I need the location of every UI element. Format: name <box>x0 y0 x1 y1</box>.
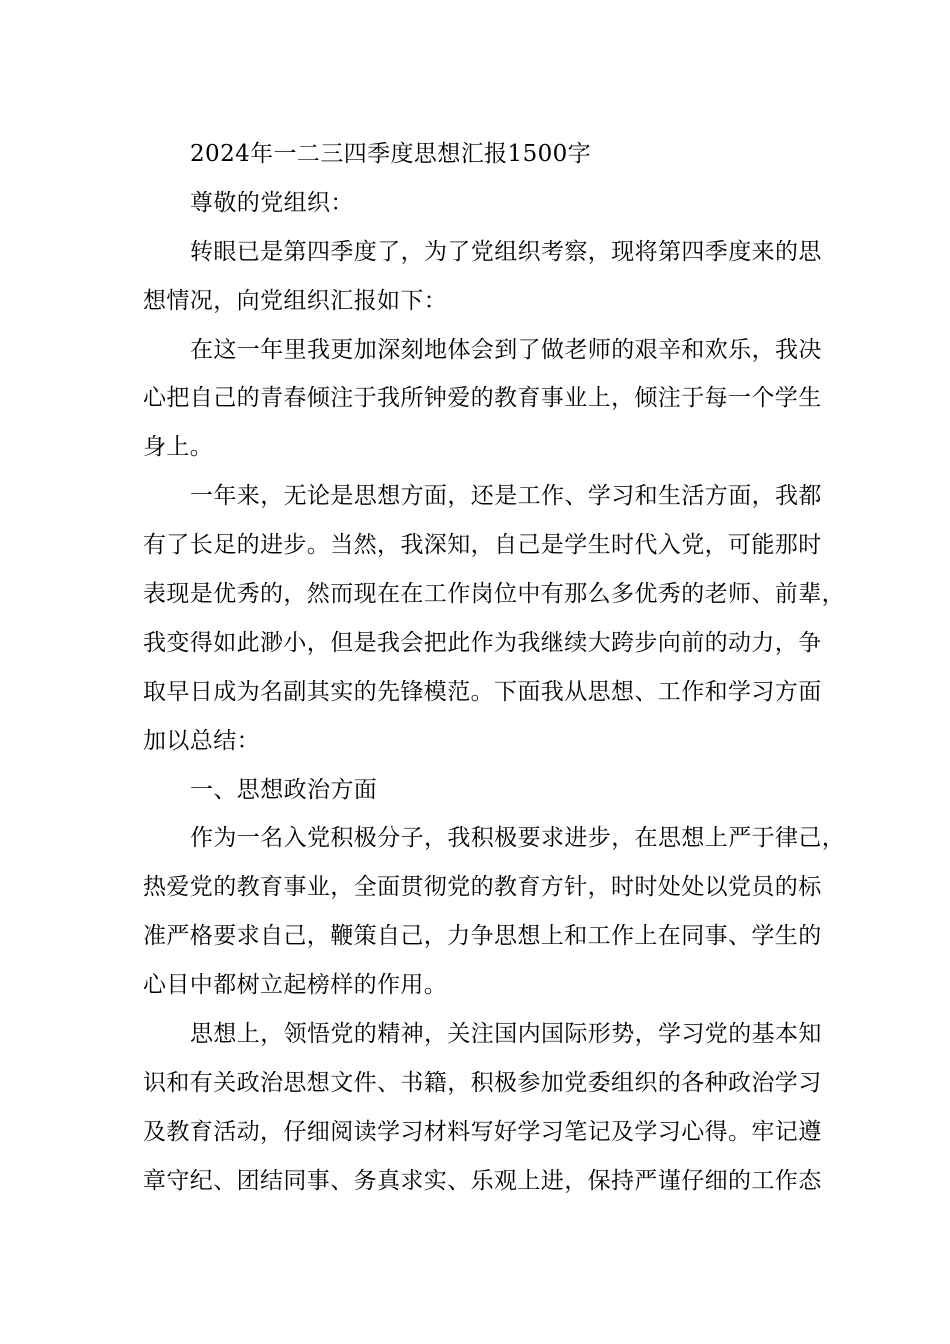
paragraph-2 <box>143 326 822 473</box>
salutation: 尊敬的党组织： <box>190 189 354 216</box>
document-page <box>143 130 846 1206</box>
paragraph-line: 识和有关政治思想文件、书籍，积极参加党委组织的各种政治学习 <box>143 1069 822 1096</box>
paragraph-line: 身上。 <box>143 434 214 461</box>
paragraph-line: 取早日成为名副其实的先锋模范。下面我从思想、工作和学习方面 <box>143 678 822 705</box>
paragraph-line: 我变得如此渺小，但是我会把此作为我继续大跨步向前的动力，争 <box>143 629 822 656</box>
paragraph-4 <box>143 814 846 1010</box>
paragraph-line: 在这一年里我更加深刻地体会到了做老师的艰辛和欢乐，我决 <box>190 336 822 363</box>
paragraph-line: 想情况，向党组织汇报如下： <box>143 287 448 314</box>
paragraph-line: 加以总结： <box>143 727 260 754</box>
paragraph-line: 热爱党的教育事业，全面贯彻党的教育方针，时时处处以党员的标 <box>143 874 822 901</box>
paragraph-line: 心把自己的青春倾注于我所钟爱的教育事业上，倾注于每一个学生 <box>143 385 822 412</box>
document-title: 2024年一二三四季度思想汇报1500字 <box>190 141 592 167</box>
paragraph-line: 准严格要求自己，鞭策自己，力争思想上和工作上在同事、学生的 <box>143 923 822 950</box>
paragraph-line: 转眼已是第四季度了，为了党组织考察，现将第四季度来的思 <box>190 238 822 265</box>
section-heading-text: 一、思想政治方面 <box>190 776 378 803</box>
paragraph-line: 章守纪、团结同事、务真求实、乐观上进，保持严谨仔细的工作态 <box>143 1167 822 1194</box>
paragraph-3 <box>143 472 845 765</box>
paragraph-5 <box>143 1010 822 1206</box>
paragraph-1 <box>143 228 822 326</box>
paragraph-line: 作为一名入党积极分子，我积极要求进步，在思想上严于律己， <box>190 825 846 852</box>
paragraph-line: 思想上，领悟党的精神，关注国内国际形势，学习党的基本知 <box>190 1021 822 1048</box>
paragraph-line: 及教育活动，仔细阅读学习材料写好学习笔记及学习心得。牢记遵 <box>143 1118 822 1145</box>
paragraph-line: 心目中都树立起榜样的作用。 <box>143 972 448 999</box>
paragraph-line: 表现是优秀的，然而现在在工作岗位中有那么多优秀的老师、前辈， <box>143 581 845 608</box>
paragraph-line: 一年来，无论是思想方面，还是工作、学习和生活方面，我都 <box>190 483 822 510</box>
section-heading <box>143 766 813 815</box>
paragraph-line: 有了长足的进步。当然，我深知，自己是学生时代入党，可能那时 <box>143 532 822 559</box>
